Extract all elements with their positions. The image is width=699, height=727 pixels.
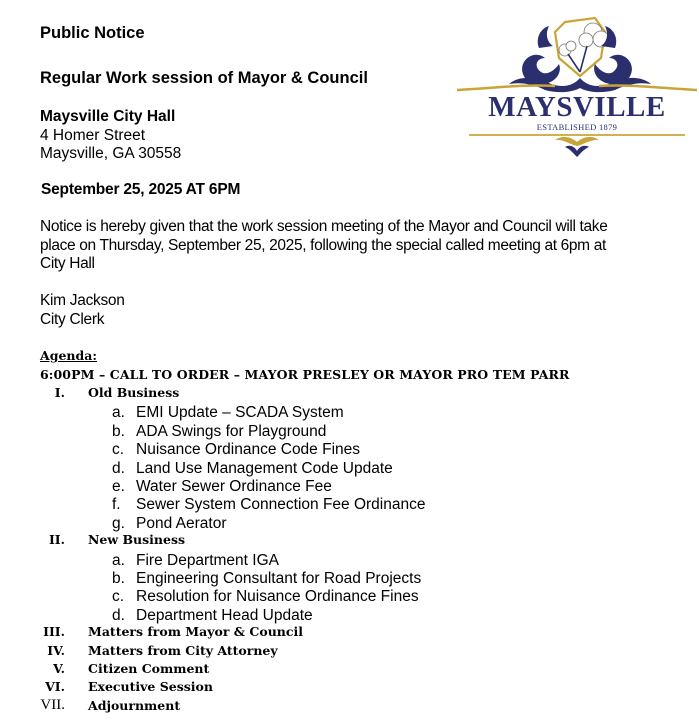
- section-title: Adjournment: [88, 697, 181, 713]
- item-letter: d.: [112, 459, 125, 477]
- item-label: Nuisance Ordinance Code Fines: [136, 441, 361, 459]
- section-numeral: VI.: [45, 679, 65, 695]
- item-letter: a.: [112, 404, 125, 422]
- agenda-item: [0, 441, 699, 459]
- section-title: Matters from City Attorney: [88, 642, 278, 658]
- item-label: Resolution for Nuisance Ordinance Fines: [136, 588, 419, 606]
- item-letter: e.: [112, 478, 125, 495]
- section-title: Matters from Mayor & Council: [88, 624, 303, 640]
- maysville-logo: [455, 10, 699, 158]
- item-label: Fire Department IGA: [136, 551, 279, 569]
- logo-subtitle: ESTABLISHED 1879: [536, 122, 618, 132]
- section-numeral: V.: [53, 661, 65, 676]
- section-numeral: III.: [43, 624, 65, 640]
- notice-line: Notice is hereby given that the work session meeting of the Mayor and Council will take: [40, 218, 608, 235]
- signature-title: City Clerk: [40, 310, 105, 328]
- item-letter: c.: [112, 588, 125, 606]
- location-street: 4 Homer Street: [40, 126, 146, 144]
- item-label: Engineering Consultant for Road Projects: [136, 570, 422, 587]
- agenda-section: [0, 661, 699, 679]
- item-label: Sewer System Connection Fee Ordinance: [136, 496, 426, 514]
- agenda-item: [0, 423, 699, 441]
- notice-body: [40, 218, 607, 274]
- location-city: Maysville, GA 30558: [40, 145, 182, 163]
- notice-line: City Hall: [40, 255, 95, 273]
- item-letter: a.: [112, 551, 125, 569]
- item-label: Land Use Management Code Update: [136, 459, 393, 477]
- section-numeral: I.: [54, 385, 65, 400]
- signature-name: Kim Jackson: [40, 292, 125, 309]
- item-letter: d.: [112, 606, 125, 624]
- agenda-section: [0, 624, 699, 642]
- item-letter: b.: [112, 422, 125, 440]
- agenda-item: [0, 607, 699, 625]
- agenda-item: [0, 552, 699, 570]
- section-title: New Business: [88, 532, 186, 548]
- location-name: Maysville City Hall: [40, 108, 176, 125]
- notice-line: place on Thursday, September 25, 2025, following the special called meeting at 6pm at: [40, 236, 606, 254]
- agenda-section: [0, 385, 699, 403]
- agenda-item: [0, 404, 699, 422]
- meeting-title: Regular Work session of Mayor & Council: [40, 69, 368, 87]
- agenda-section: [0, 643, 699, 661]
- item-label: Pond Aerator: [136, 514, 227, 532]
- agenda-item: [0, 588, 699, 606]
- agenda-section: [0, 679, 699, 697]
- item-label: Department Head Update: [136, 606, 313, 624]
- section-numeral: II.: [48, 532, 65, 548]
- agenda-item: [0, 570, 699, 588]
- agenda-section: [0, 532, 699, 550]
- item-label: ADA Swings for Playground: [136, 422, 327, 440]
- section-numeral: IV.: [47, 642, 65, 658]
- section-title: Citizen Comment: [88, 661, 210, 676]
- meeting-datetime: September 25, 2025 AT 6PM: [41, 181, 241, 198]
- section-title: Old Business: [88, 385, 180, 400]
- signature-block: [40, 292, 125, 329]
- call-to-order: 6:00PM – CALL TO ORDER – MAYOR PRESLEY OR MAYOR PRO TEM PARR: [40, 367, 570, 382]
- agenda-item: [0, 478, 699, 496]
- logo-name: MAYSVILLE: [488, 91, 666, 123]
- agenda-item: [0, 515, 699, 533]
- item-letter: c.: [112, 441, 125, 459]
- item-letter: f.: [112, 496, 121, 514]
- section-title: Executive Session: [88, 679, 213, 695]
- agenda-label: Agenda:: [40, 348, 97, 363]
- agenda-item: [0, 496, 699, 514]
- notice-title: Public Notice: [40, 24, 145, 42]
- item-label: EMI Update – SCADA System: [136, 404, 344, 422]
- location-block: [40, 108, 181, 164]
- item-letter: b.: [112, 570, 125, 587]
- section-numeral: VII.: [40, 696, 65, 713]
- agenda-section: [0, 698, 699, 716]
- agenda-item: [0, 460, 699, 478]
- item-letter: g.: [112, 514, 125, 532]
- item-label: Water Sewer Ordinance Fee: [136, 478, 332, 495]
- ornament-icon: [555, 137, 599, 157]
